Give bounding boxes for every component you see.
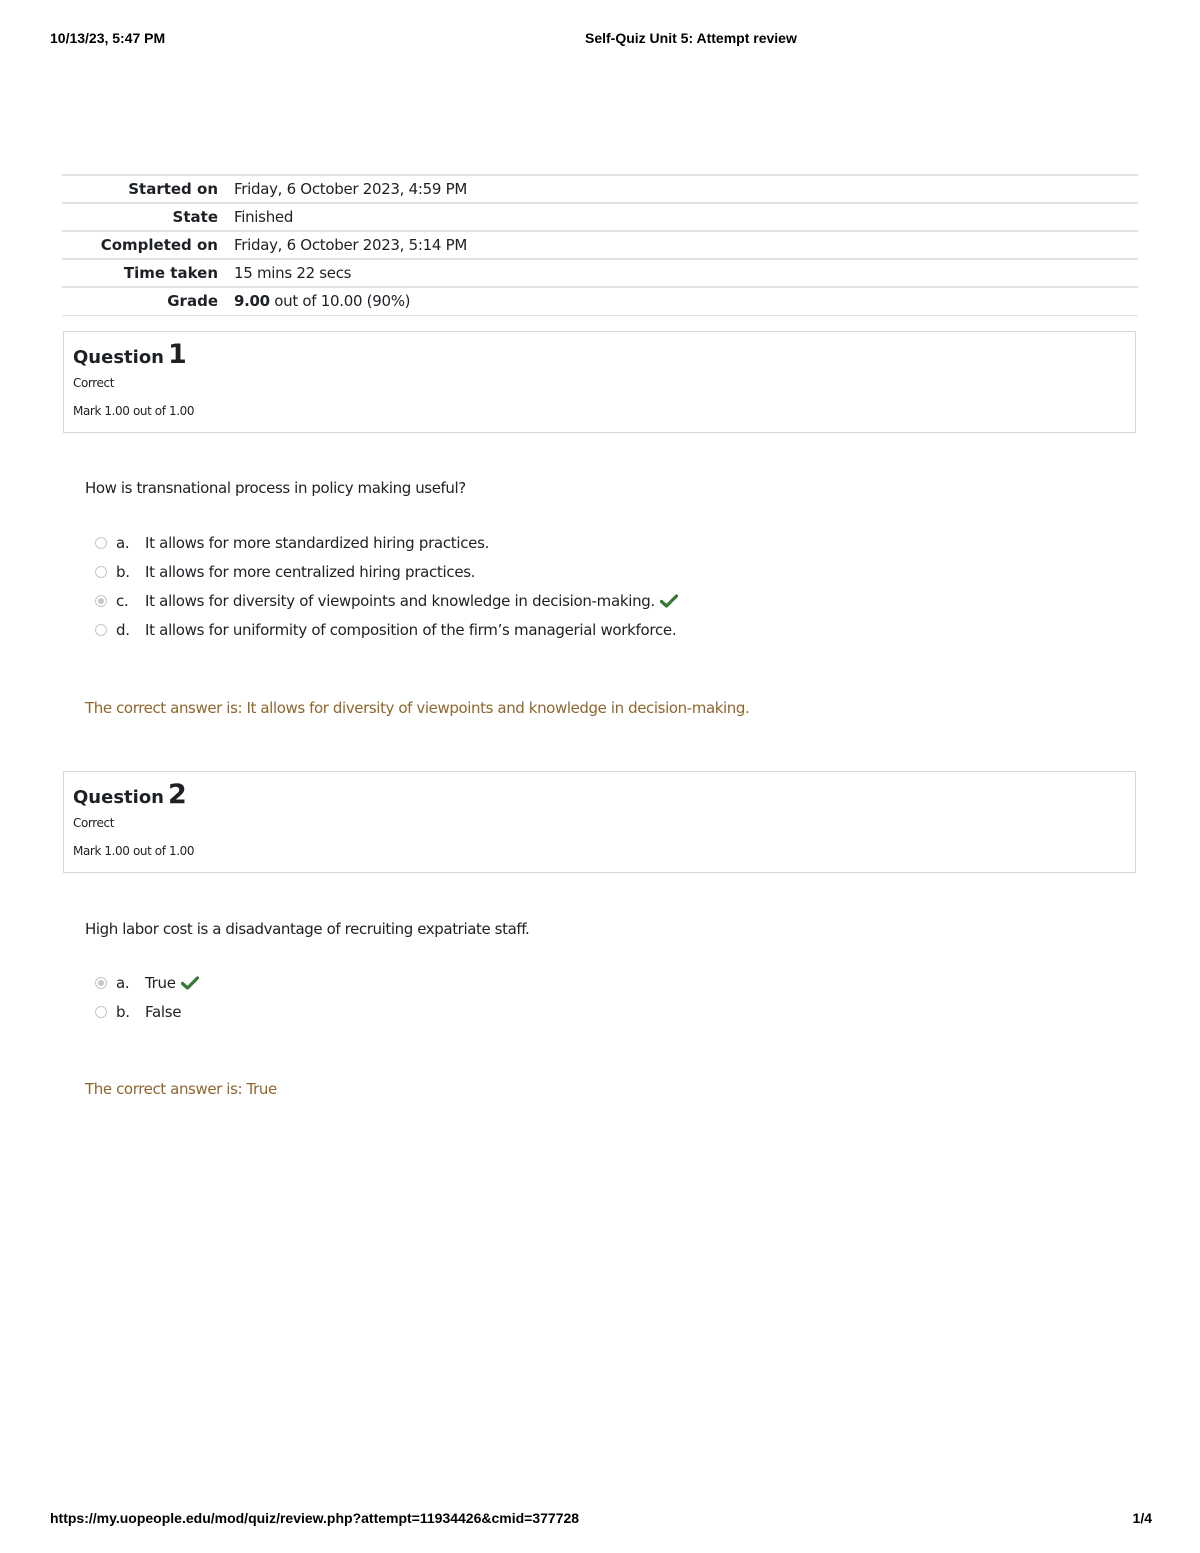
option-letter: b. [116,562,130,581]
answer-option-d [92,615,678,644]
print-datetime: 10/13/23, 5:47 PM [50,30,166,46]
summary-label: State [62,203,234,231]
summary-value [234,287,1138,315]
summary-value: 15 mins 22 secs [234,259,1138,287]
summary-row-grade [62,287,1138,315]
print-footer [50,1510,1152,1528]
radio-option-a[interactable] [95,977,107,989]
answer-option-b [92,557,678,586]
summary-row-started [62,175,1138,203]
question-grade: Mark 1.00 out of 1.00 [73,844,195,858]
answer-option-c [92,586,678,615]
summary-label: Completed on [62,231,234,259]
question-1-info [63,331,1136,433]
print-url: https://my.uopeople.edu/mod/quiz/review.php?attempt=11934426&cmid=377728 [50,1510,580,1526]
print-page-number: 1/4 [1132,1510,1152,1526]
summary-row-state [62,203,1138,231]
correct-check-icon [181,976,199,990]
question-state: Correct [73,376,114,390]
summary-value: Friday, 6 October 2023, 5:14 PM [234,231,1138,259]
radio-option-b[interactable] [95,566,107,578]
option-text: It allows for more centralized hiring practices. [145,562,476,581]
question-grade: Mark 1.00 out of 1.00 [73,404,195,418]
question-2-text: High labor cost is a disadvantage of recruiting expatriate staff. [85,920,530,938]
summary-row-completed [62,231,1138,259]
question-1-right-answer: The correct answer is: It allows for diversity of viewpoints and knowledge in decision-making. [85,699,750,717]
correct-check-icon [660,594,678,608]
option-letter: a. [116,973,130,992]
question-2-right-answer: The correct answer is: True [85,1080,277,1098]
option-letter: b. [116,1002,130,1021]
question-title [73,780,1126,810]
summary-label: Started on [62,175,234,203]
answer-option-a [92,528,678,557]
question-number: 2 [168,779,187,810]
print-page-title: Self-Quiz Unit 5: Attempt review [585,30,797,46]
question-label: Question [73,347,164,368]
summary-label: Grade [62,287,234,315]
attempt-summary-table [62,174,1138,316]
radio-option-b[interactable] [95,1006,107,1018]
grade-rest: out of 10.00 (90%) [269,292,411,311]
summary-value: Friday, 6 October 2023, 4:59 PM [234,175,1138,203]
question-number: 1 [168,339,187,370]
radio-option-a[interactable] [95,537,107,549]
summary-value: Finished [234,203,1138,231]
option-text: It allows for uniformity of composition of the firm’s managerial workforce. [145,620,677,639]
answer-option-b [92,997,199,1026]
question-label: Question [73,787,164,808]
option-text: It allows for diversity of viewpoints and knowledge in decision-making. [145,591,655,610]
option-letter: c. [116,591,129,610]
radio-option-c[interactable] [95,595,107,607]
summary-row-time-taken [62,259,1138,287]
radio-option-d[interactable] [95,624,107,636]
question-2-info [63,771,1136,873]
grade-score: 9.00 [234,292,270,311]
question-1-answers [92,528,678,644]
option-text: False [145,1002,182,1021]
summary-label: Time taken [62,259,234,287]
option-text: It allows for more standardized hiring practices. [145,533,490,552]
option-text: True [145,973,176,992]
print-header [50,30,1152,48]
option-letter: d. [116,620,130,639]
option-letter: a. [116,533,130,552]
question-state: Correct [73,816,114,830]
question-1-text: How is transnational process in policy making useful? [85,479,466,497]
question-title [73,340,1126,370]
question-2-answers [92,968,199,1026]
answer-option-a [92,968,199,997]
